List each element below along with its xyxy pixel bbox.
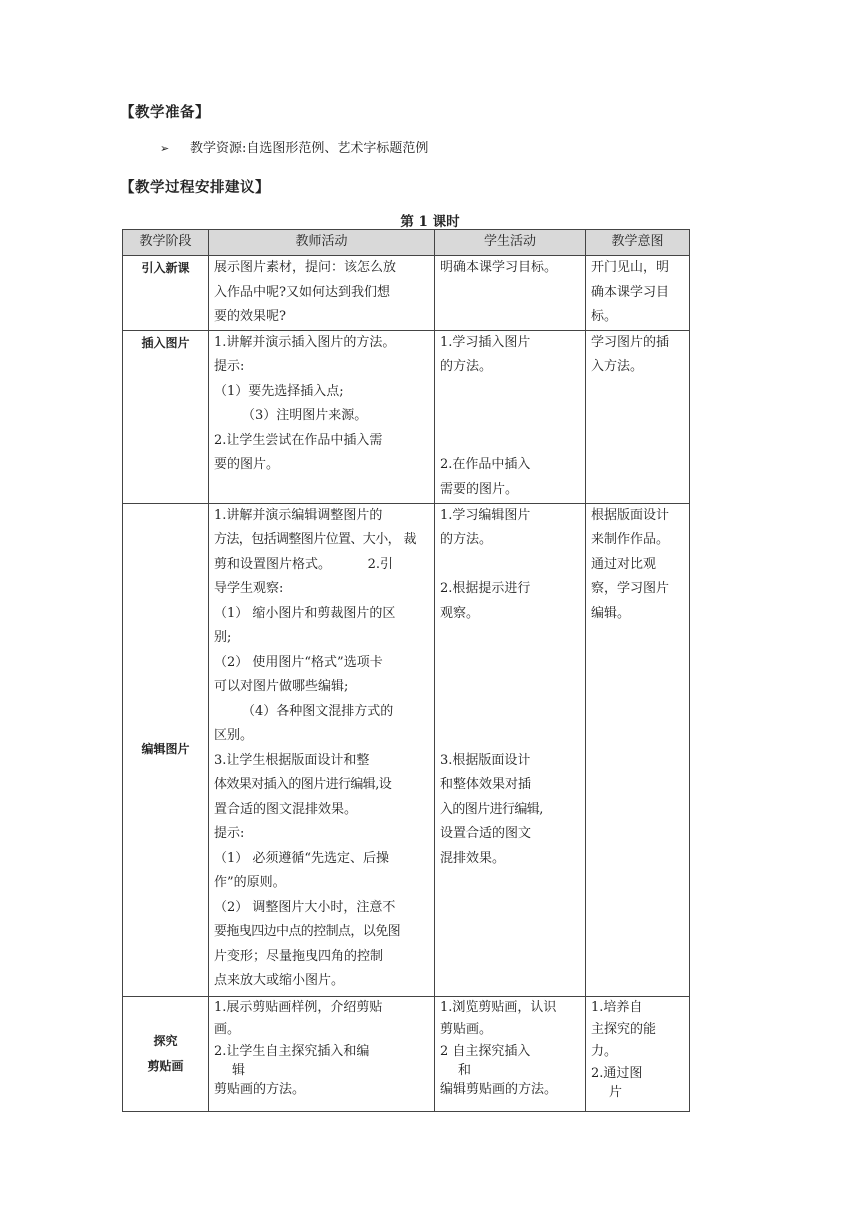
text-line: 1.学习编辑图片: [440, 507, 531, 523]
text-line: 别;: [214, 630, 232, 645]
text-line: 方法，包括调整图片位置、大小， 裁: [214, 532, 416, 547]
text-line: （2） 调整图片大小时，注意不: [214, 899, 396, 915]
stage-cell: 编辑图片: [123, 503, 209, 996]
text-line: 来制作作品。: [591, 532, 670, 547]
heading-teaching-process: 【教学过程安排建议】: [120, 179, 270, 196]
header-stage: 教学阶段: [123, 230, 209, 256]
text-line: 2.通过图: [591, 1065, 643, 1081]
text-line: 2.让学生尝试在作品中插入需: [214, 432, 383, 448]
intent-cell: [586, 256, 690, 331]
text-line: （3）注明图片来源。: [242, 408, 368, 423]
text-line: 剪贴画的方法。: [214, 1081, 306, 1097]
text-line: 的方法。: [440, 532, 493, 547]
heading-teaching-preparation: 【教学准备】: [120, 104, 210, 121]
text-line: 剪贴画。: [440, 1021, 493, 1037]
text-line: 入的图片进行编辑,: [440, 801, 543, 817]
text-line: 3.让学生根据版面设计和整: [214, 752, 370, 768]
resources-text: 教学资源:自选图形范例、艺术字标题范例: [190, 141, 429, 156]
text-line: 要的效果呢?: [214, 309, 286, 324]
arrow-bullet-icon: ➢: [160, 142, 170, 155]
text-line: 体效果对插入的图片进行编辑,设: [214, 777, 392, 792]
header-intent: 教学意图: [586, 230, 690, 256]
text-line: 开门见山，明: [591, 260, 670, 275]
intent-cell: [586, 503, 690, 996]
table-row: [123, 256, 690, 331]
text-line: 力。: [591, 1043, 618, 1059]
text-line: 1.讲解并演示插入图片的方法。: [214, 334, 396, 350]
text-line: 2.让学生自主探究插入和编: [214, 1043, 370, 1059]
text-line: 察，学习图片: [591, 581, 670, 596]
stage-cell: 插入图片: [123, 330, 209, 503]
student-cell: [435, 330, 586, 503]
text-line: 提示:: [214, 826, 245, 841]
text-line: 的方法。: [440, 359, 493, 374]
text-line: 需要的图片。: [440, 481, 519, 497]
intent-cell: [586, 330, 690, 503]
text-line: （4）各种图文混排方式的: [242, 703, 394, 719]
text-line: 确本课学习目: [591, 284, 670, 300]
text-line: 观察。: [440, 605, 480, 621]
text-line: 标。: [591, 309, 618, 324]
text-line: 探究: [153, 1034, 178, 1048]
text-line: 提示:: [214, 359, 245, 374]
table-header-row: [123, 230, 690, 256]
text-line: 置合适的图文混排效果。: [214, 801, 358, 817]
text-line: （1） 必须遵循“先选定、后操: [214, 850, 390, 866]
table-row: [123, 330, 690, 503]
header-teacher: 教师活动: [209, 230, 435, 256]
text-line: 和整体效果对插: [440, 777, 532, 792]
text-line: 明确本课学习目标。: [440, 260, 558, 275]
text-line: 2 自主探究插入: [440, 1043, 531, 1059]
text-line: 入方法。: [591, 359, 644, 374]
text-line: 画。: [214, 1021, 241, 1037]
text-line: 剪贴画: [147, 1058, 184, 1073]
teacher-cell: [209, 256, 435, 331]
text-line: 1.讲解并演示编辑调整图片的: [214, 507, 383, 523]
table-caption: 第 1 课时: [400, 214, 460, 230]
text-line: 2.根据提示进行: [440, 581, 531, 596]
table-row: [123, 996, 690, 1111]
student-cell: [435, 503, 586, 996]
text-line: 作”的原则。: [214, 875, 286, 890]
text-line: 剪和设置图片格式。 2.引: [214, 556, 394, 572]
student-cell: [435, 996, 586, 1111]
text-line: 要拖曳四边中点的控制点，以免图: [214, 924, 401, 939]
text-line: 编辑。: [591, 605, 631, 621]
table-row: [123, 503, 690, 996]
text-line: 1.培养自: [591, 999, 643, 1015]
text-line: 编辑剪贴画的方法。: [440, 1081, 558, 1097]
text-line: 和: [458, 1062, 472, 1078]
text-line: 1.学习插入图片: [440, 334, 531, 350]
text-line: 主探究的能: [591, 1021, 657, 1037]
text-line: 设置合适的图文: [440, 826, 532, 841]
text-line: 2.在作品中插入: [440, 457, 531, 472]
text-line: 点来放大或缩小图片。: [214, 973, 345, 988]
teacher-cell: [209, 996, 435, 1111]
resources-bullet: [160, 137, 428, 156]
text-line: 展示图片素材，提问：该怎么放: [214, 260, 397, 275]
teacher-cell: [209, 330, 435, 503]
text-line: 可以对图片做哪些编辑;: [214, 679, 349, 694]
stage-cell: 引入新课: [123, 256, 209, 331]
teacher-cell: [209, 503, 435, 996]
text-line: 3.根据版面设计: [440, 752, 531, 768]
stage-cell: [123, 996, 209, 1111]
lesson-plan-table: [122, 229, 690, 1112]
text-line: （2） 使用图片“格式”选项卡: [214, 654, 383, 670]
text-line: 学习图片的插: [591, 334, 670, 350]
text-line: 通过对比观: [591, 556, 657, 572]
text-line: 1.展示剪贴画样例，介绍剪贴: [214, 999, 383, 1015]
header-student: 学生活动: [435, 230, 586, 256]
text-line: 导学生观察:: [214, 581, 284, 596]
text-line: 片变形；尽量拖曳四角的控制: [214, 948, 384, 964]
text-line: 混排效果。: [440, 850, 506, 866]
intent-cell: [586, 996, 690, 1111]
student-cell: [435, 256, 586, 331]
text-line: （1）要先选择插入点;: [214, 383, 344, 399]
text-line: 要的图片。: [214, 457, 280, 472]
text-line: 片: [609, 1084, 623, 1100]
text-line: 辑: [232, 1062, 246, 1078]
text-line: （1） 缩小图片和剪裁图片的区: [214, 605, 396, 621]
text-line: 区别。: [214, 728, 254, 743]
text-line: 根据版面设计: [591, 507, 670, 523]
text-line: 入作品中呢?又如何达到我们想: [214, 284, 390, 300]
text-line: 1.浏览剪贴画，认识: [440, 999, 557, 1015]
